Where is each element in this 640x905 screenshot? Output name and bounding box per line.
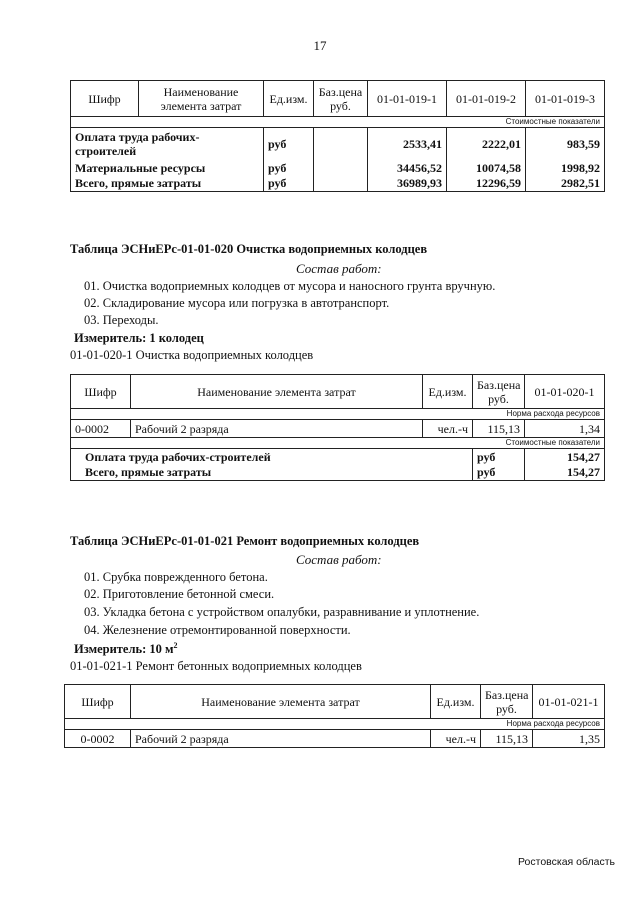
row-labor-v1: 2533,41 xyxy=(368,128,447,160)
resource-unit: чел.-ч xyxy=(431,730,481,748)
header-code-021-1: 01-01-021-1 xyxy=(533,685,605,719)
row-total-unit: руб xyxy=(264,176,314,192)
header-unit: Ед.изм. xyxy=(264,81,314,117)
header-name: Наименование элемента затрат xyxy=(139,81,264,117)
row-total-v1: 36989,93 xyxy=(368,176,447,192)
cost-row-labor-unit: руб xyxy=(473,449,525,465)
row-total-v3: 2982,51 xyxy=(526,176,605,192)
row-materials-v2: 10074,58 xyxy=(447,160,526,176)
section-title-020: Таблица ЭСНиЕРс-01-01-020 Очистка водоприемных колодцев xyxy=(70,242,428,256)
cost-row-labor-value: 154,27 xyxy=(525,449,605,465)
resource-unit: чел.-ч xyxy=(423,420,473,438)
measure-unit-021-exponent: 2 xyxy=(173,641,178,650)
row-total-name: Всего, прямые затраты xyxy=(71,176,264,192)
row-labor-price xyxy=(314,128,368,160)
header-code-019-2: 01-01-019-2 xyxy=(447,81,526,117)
cost-indicators-label: Стоимостные показатели xyxy=(71,438,605,449)
cost-row-total-name: Всего, прямые затраты xyxy=(71,465,473,481)
subtitle-020-1: 01-01-020-1 Очистка водоприемных колодцев xyxy=(70,348,314,362)
work-item: 01. Срубка поврежденного бетона. xyxy=(84,570,268,584)
work-item: 03. Переходы. xyxy=(84,313,159,327)
header-base-price: Баз.цена руб. xyxy=(473,375,525,409)
row-labor-v3: 983,59 xyxy=(526,128,605,160)
resource-value: 1,34 xyxy=(525,420,605,438)
resource-table-01-01-020 xyxy=(70,374,605,481)
work-item: 01. Очистка водоприемных колодцев от мусора и наносного грунта вручную. xyxy=(84,279,496,293)
header-base-price: Баз.цена руб. xyxy=(314,81,368,117)
composition-label-021: Состав работ: xyxy=(296,552,382,567)
cost-row-labor-name: Оплата труда рабочих-строителей xyxy=(71,449,473,465)
resource-code: 0-0002 xyxy=(65,730,131,748)
header-code: Шифр xyxy=(71,81,139,117)
row-total-v2: 12296,59 xyxy=(447,176,526,192)
section-title-021: Таблица ЭСНиЕРс-01-01-021 Ремонт водоприемных колодцев xyxy=(70,534,420,548)
header-unit: Ед.изм. xyxy=(431,685,481,719)
resource-code: 0-0002 xyxy=(71,420,131,438)
header-unit: Ед.изм. xyxy=(423,375,473,409)
resource-norm-label: Норма расхода ресурсов xyxy=(71,409,605,420)
row-total-price xyxy=(314,176,368,192)
page-number: 17 xyxy=(313,38,327,53)
header-name: Наименование элемента затрат xyxy=(131,685,431,719)
resource-price: 115,13 xyxy=(473,420,525,438)
work-item: 02. Складирование мусора или погрузка в автотранспорт. xyxy=(84,296,390,310)
work-item: 02. Приготовление бетонной смеси. xyxy=(84,587,275,601)
cost-row-total-unit: руб xyxy=(473,465,525,481)
subtitle-021-1: 01-01-021-1 Ремонт бетонных водоприемных колодцев xyxy=(70,659,362,673)
row-materials-unit: руб xyxy=(264,160,314,176)
resource-name: Рабочий 2 разряда xyxy=(131,730,431,748)
header-code-019-1: 01-01-019-1 xyxy=(368,81,447,117)
header-code: Шифр xyxy=(65,685,131,719)
composition-label-020: Состав работ: xyxy=(296,261,382,276)
row-labor-name: Оплата труда рабочих-строителей xyxy=(71,128,264,160)
cost-row-total-value: 154,27 xyxy=(525,465,605,481)
row-labor-v2: 2222,01 xyxy=(447,128,526,160)
region-footer: Ростовская область xyxy=(518,856,616,868)
header-base-price: Баз.цена руб. xyxy=(481,685,533,719)
resource-value: 1,35 xyxy=(533,730,605,748)
measure-unit-021 xyxy=(74,641,178,657)
resource-name: Рабочий 2 разряда xyxy=(131,420,423,438)
row-materials-v1: 34456,52 xyxy=(368,160,447,176)
row-materials-name: Материальные ресурсы xyxy=(71,160,264,176)
header-code-019-3: 01-01-019-3 xyxy=(526,81,605,117)
row-materials-v3: 1998,92 xyxy=(526,160,605,176)
cost-indicators-label: Стоимостные показатели xyxy=(71,117,605,128)
row-materials-price xyxy=(314,160,368,176)
resource-table-01-01-021 xyxy=(64,684,605,748)
measure-unit-020: Измеритель: 1 колодец xyxy=(74,331,204,345)
work-item: 04. Железнение отремонтированной поверхности. xyxy=(84,623,351,637)
header-code-020-1: 01-01-020-1 xyxy=(525,375,605,409)
row-labor-unit: руб xyxy=(264,128,314,160)
work-item: 03. Укладка бетона с устройством опалубки, разравнивание и уплотнение. xyxy=(84,605,480,619)
header-code: Шифр xyxy=(71,375,131,409)
header-name: Наименование элемента затрат xyxy=(131,375,423,409)
resource-norm-label: Норма расхода ресурсов xyxy=(65,719,605,730)
measure-unit-021-text: Измеритель: 10 м xyxy=(74,642,174,657)
cost-table-01-01-019 xyxy=(70,80,605,192)
resource-price: 115,13 xyxy=(481,730,533,748)
